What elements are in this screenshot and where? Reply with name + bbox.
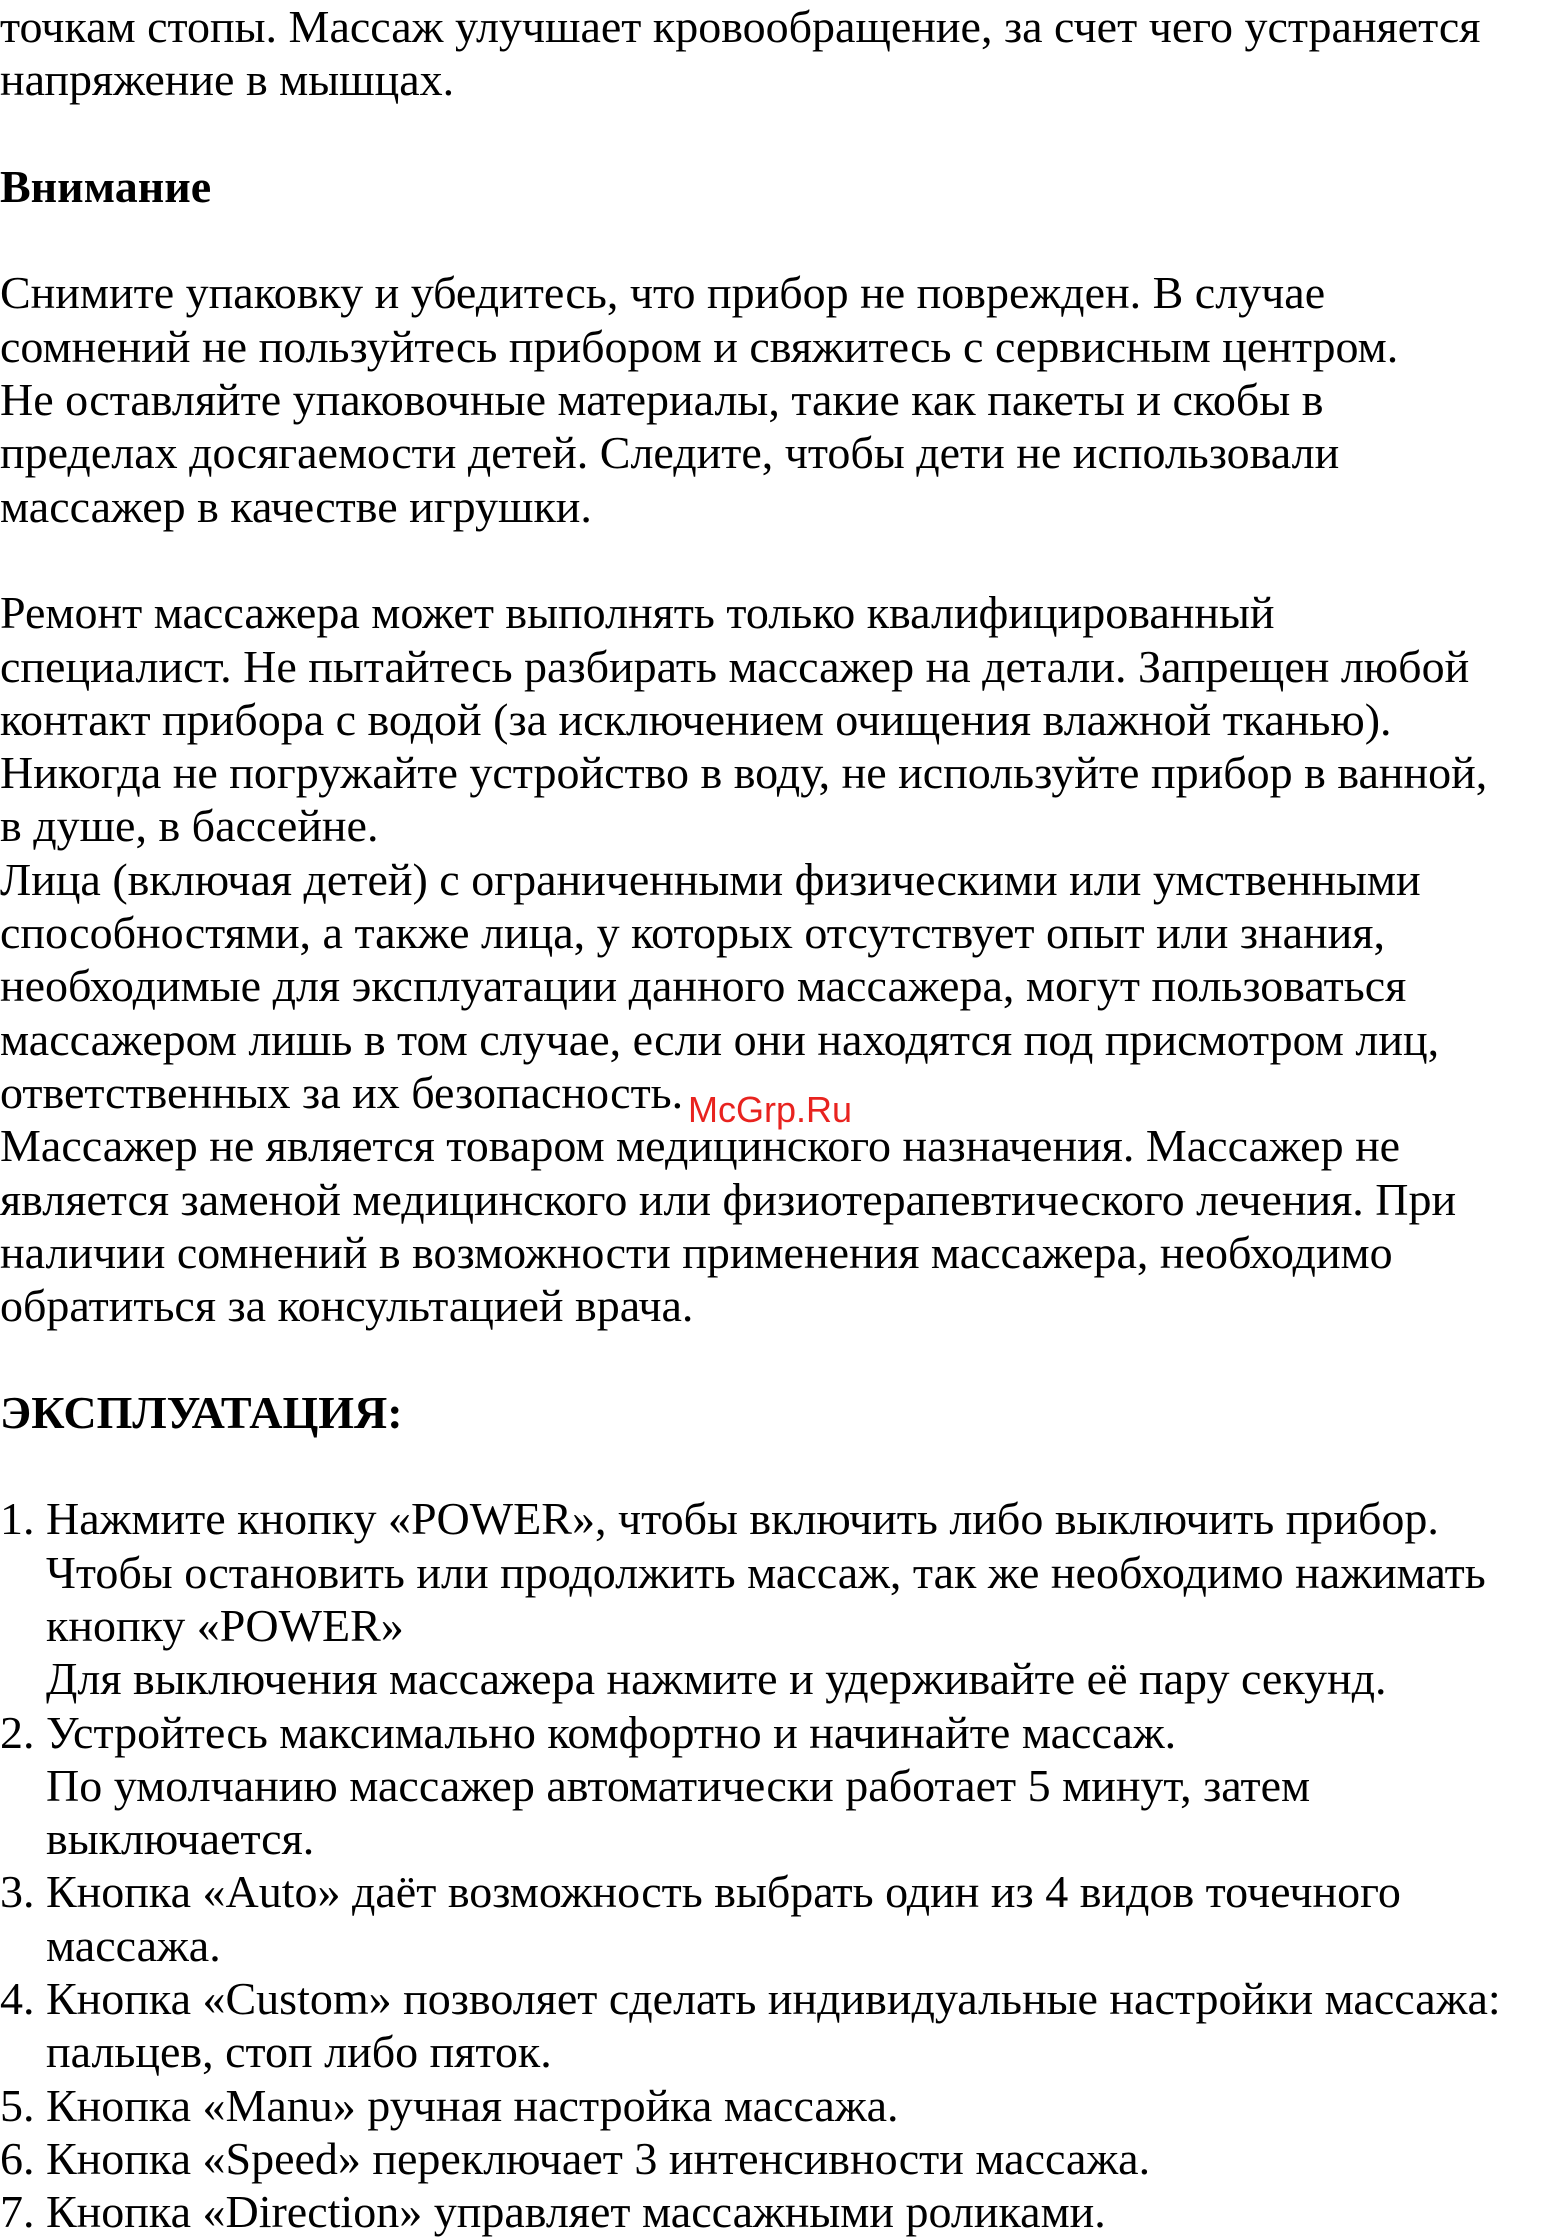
text-line: ответственных за их безопасность. [0, 1066, 684, 1118]
list-number: 4. [0, 1972, 35, 2024]
text-line: Не оставляйте упаковочные материалы, такие как пакеты и скобы в [0, 374, 1324, 426]
spacer [0, 533, 1562, 586]
text-line [0, 2025, 1562, 2078]
list-item [0, 1972, 1562, 2079]
list-text: Кнопка «Auto» даёт возможность выбрать один из 4 видов точечного [46, 1866, 1401, 1918]
list-item [0, 1492, 1562, 1705]
text-line [0, 1972, 1562, 2025]
text-line [0, 2079, 1562, 2132]
text-line: напряжение в мышцах. [0, 54, 455, 106]
list-text: выключается. [46, 1813, 315, 1865]
list-item [0, 2079, 1562, 2132]
text-line [0, 1865, 1562, 1918]
spacer [0, 1332, 1562, 1385]
text-line [0, 1812, 1562, 1865]
spacer [0, 107, 1562, 160]
list-text: Кнопка «Speed» переключает 3 интенсивности массажа. [46, 2132, 1151, 2184]
list-item [0, 1706, 1562, 1866]
list-text: Кнопка «Direction» управляет массажными роликами. [46, 2186, 1106, 2238]
list-text: Нажмите кнопку «POWER», чтобы включить либо выключить прибор. [46, 1493, 1439, 1545]
list-text: По умолчанию массажер автоматически работает 5 минут, затем [46, 1759, 1311, 1811]
text-line: Массажер не является товаром медицинского назначения. Массажер не [0, 1120, 1401, 1172]
text-line: Никогда не погружайте устройство в воду, не используйте прибор в ванной, [0, 747, 1488, 799]
operation-list [0, 1492, 1562, 2238]
attention-heading: Внимание [0, 160, 212, 212]
text-line [0, 1919, 1562, 1972]
list-text: Кнопка «Custom» позволяет сделать индивидуальные настройки массажа: [46, 1972, 1501, 2024]
list-number: 5. [0, 2079, 35, 2131]
text-line: точкам стопы. Массаж улучшает кровообращение, за счет чего устраняется [0, 1, 1481, 52]
list-text: массажа. [46, 1919, 221, 1971]
text-line [0, 1759, 1562, 1812]
text-line: способностями, а также лица, у которых отсутствует опыт или знания, [0, 907, 1385, 959]
text-line: специалист. Не пытайтесь разбирать массажер на детали. Запрещен любой [0, 640, 1470, 692]
text-line: контакт прибора с водой (за исключением очищения влажной тканью). [0, 693, 1392, 745]
list-item [0, 2185, 1562, 2238]
text-line: Лица (включая детей) с ограниченными физическими или умственными [0, 853, 1421, 905]
text-line: пределах досягаемости детей. Следите, чтобы дети не использовали [0, 427, 1340, 479]
text-line [0, 1546, 1562, 1599]
list-number: 3. [0, 1866, 35, 1918]
text-line [0, 1706, 1562, 1759]
list-number: 1. [0, 1493, 35, 1545]
text-line: Снимите упаковку и убедитесь, что прибор не поврежден. В случае [0, 267, 1326, 319]
text-line: Ремонт массажера может выполнять только квалифицированный [0, 587, 1275, 639]
list-number: 7. [0, 2186, 35, 2238]
text-line [0, 1599, 1562, 1652]
text-line: массажер в качестве игрушки. [0, 480, 592, 532]
list-text: Чтобы остановить или продолжить массаж, так же необходимо нажимать [46, 1546, 1486, 1598]
list-text: Устройтесь максимально комфортно и начинайте массаж. [46, 1706, 1177, 1758]
text-line: необходимые для эксплуатации данного массажера, могут пользоваться [0, 960, 1407, 1012]
list-item [0, 2132, 1562, 2185]
list-text: Для выключения массажера нажмите и удерживайте её пару секунд. [46, 1653, 1387, 1705]
text-line: является заменой медицинского или физиотерапевтического лечения. При [0, 1173, 1457, 1225]
text-line: в душе, в бассейне. [0, 800, 379, 852]
spacer [0, 213, 1562, 266]
attention-paragraph-1 [0, 266, 1562, 532]
text-line [0, 2185, 1562, 2238]
text-line [0, 2132, 1562, 2185]
list-text: Кнопка «Manu» ручная настройка массажа. [46, 2079, 899, 2131]
text-line: массажером лишь в том случае, если они находятся под присмотром лиц, [0, 1013, 1440, 1065]
text-line: сомнений не пользуйтесь прибором и свяжитесь с сервисным центром. [0, 320, 1399, 372]
list-text: пальцев, стоп либо пяток. [46, 2026, 552, 2078]
list-item [0, 1865, 1562, 1972]
list-number: 2. [0, 1706, 35, 1758]
text-line [0, 1492, 1562, 1545]
text-line: наличии сомнений в возможности применения массажера, необходимо [0, 1226, 1393, 1278]
intro-paragraph [0, 0, 1562, 107]
spacer [0, 1439, 1562, 1492]
text-line: обратиться за консультацией врача. [0, 1280, 694, 1332]
text-line [0, 1652, 1562, 1705]
list-text: кнопку «POWER» [46, 1599, 404, 1651]
watermark: McGrp.Ru [688, 1089, 853, 1130]
operation-heading: ЭКСПЛУАТАЦИЯ: [0, 1386, 403, 1438]
attention-paragraph-2 [0, 586, 1562, 1332]
list-number: 6. [0, 2132, 35, 2184]
